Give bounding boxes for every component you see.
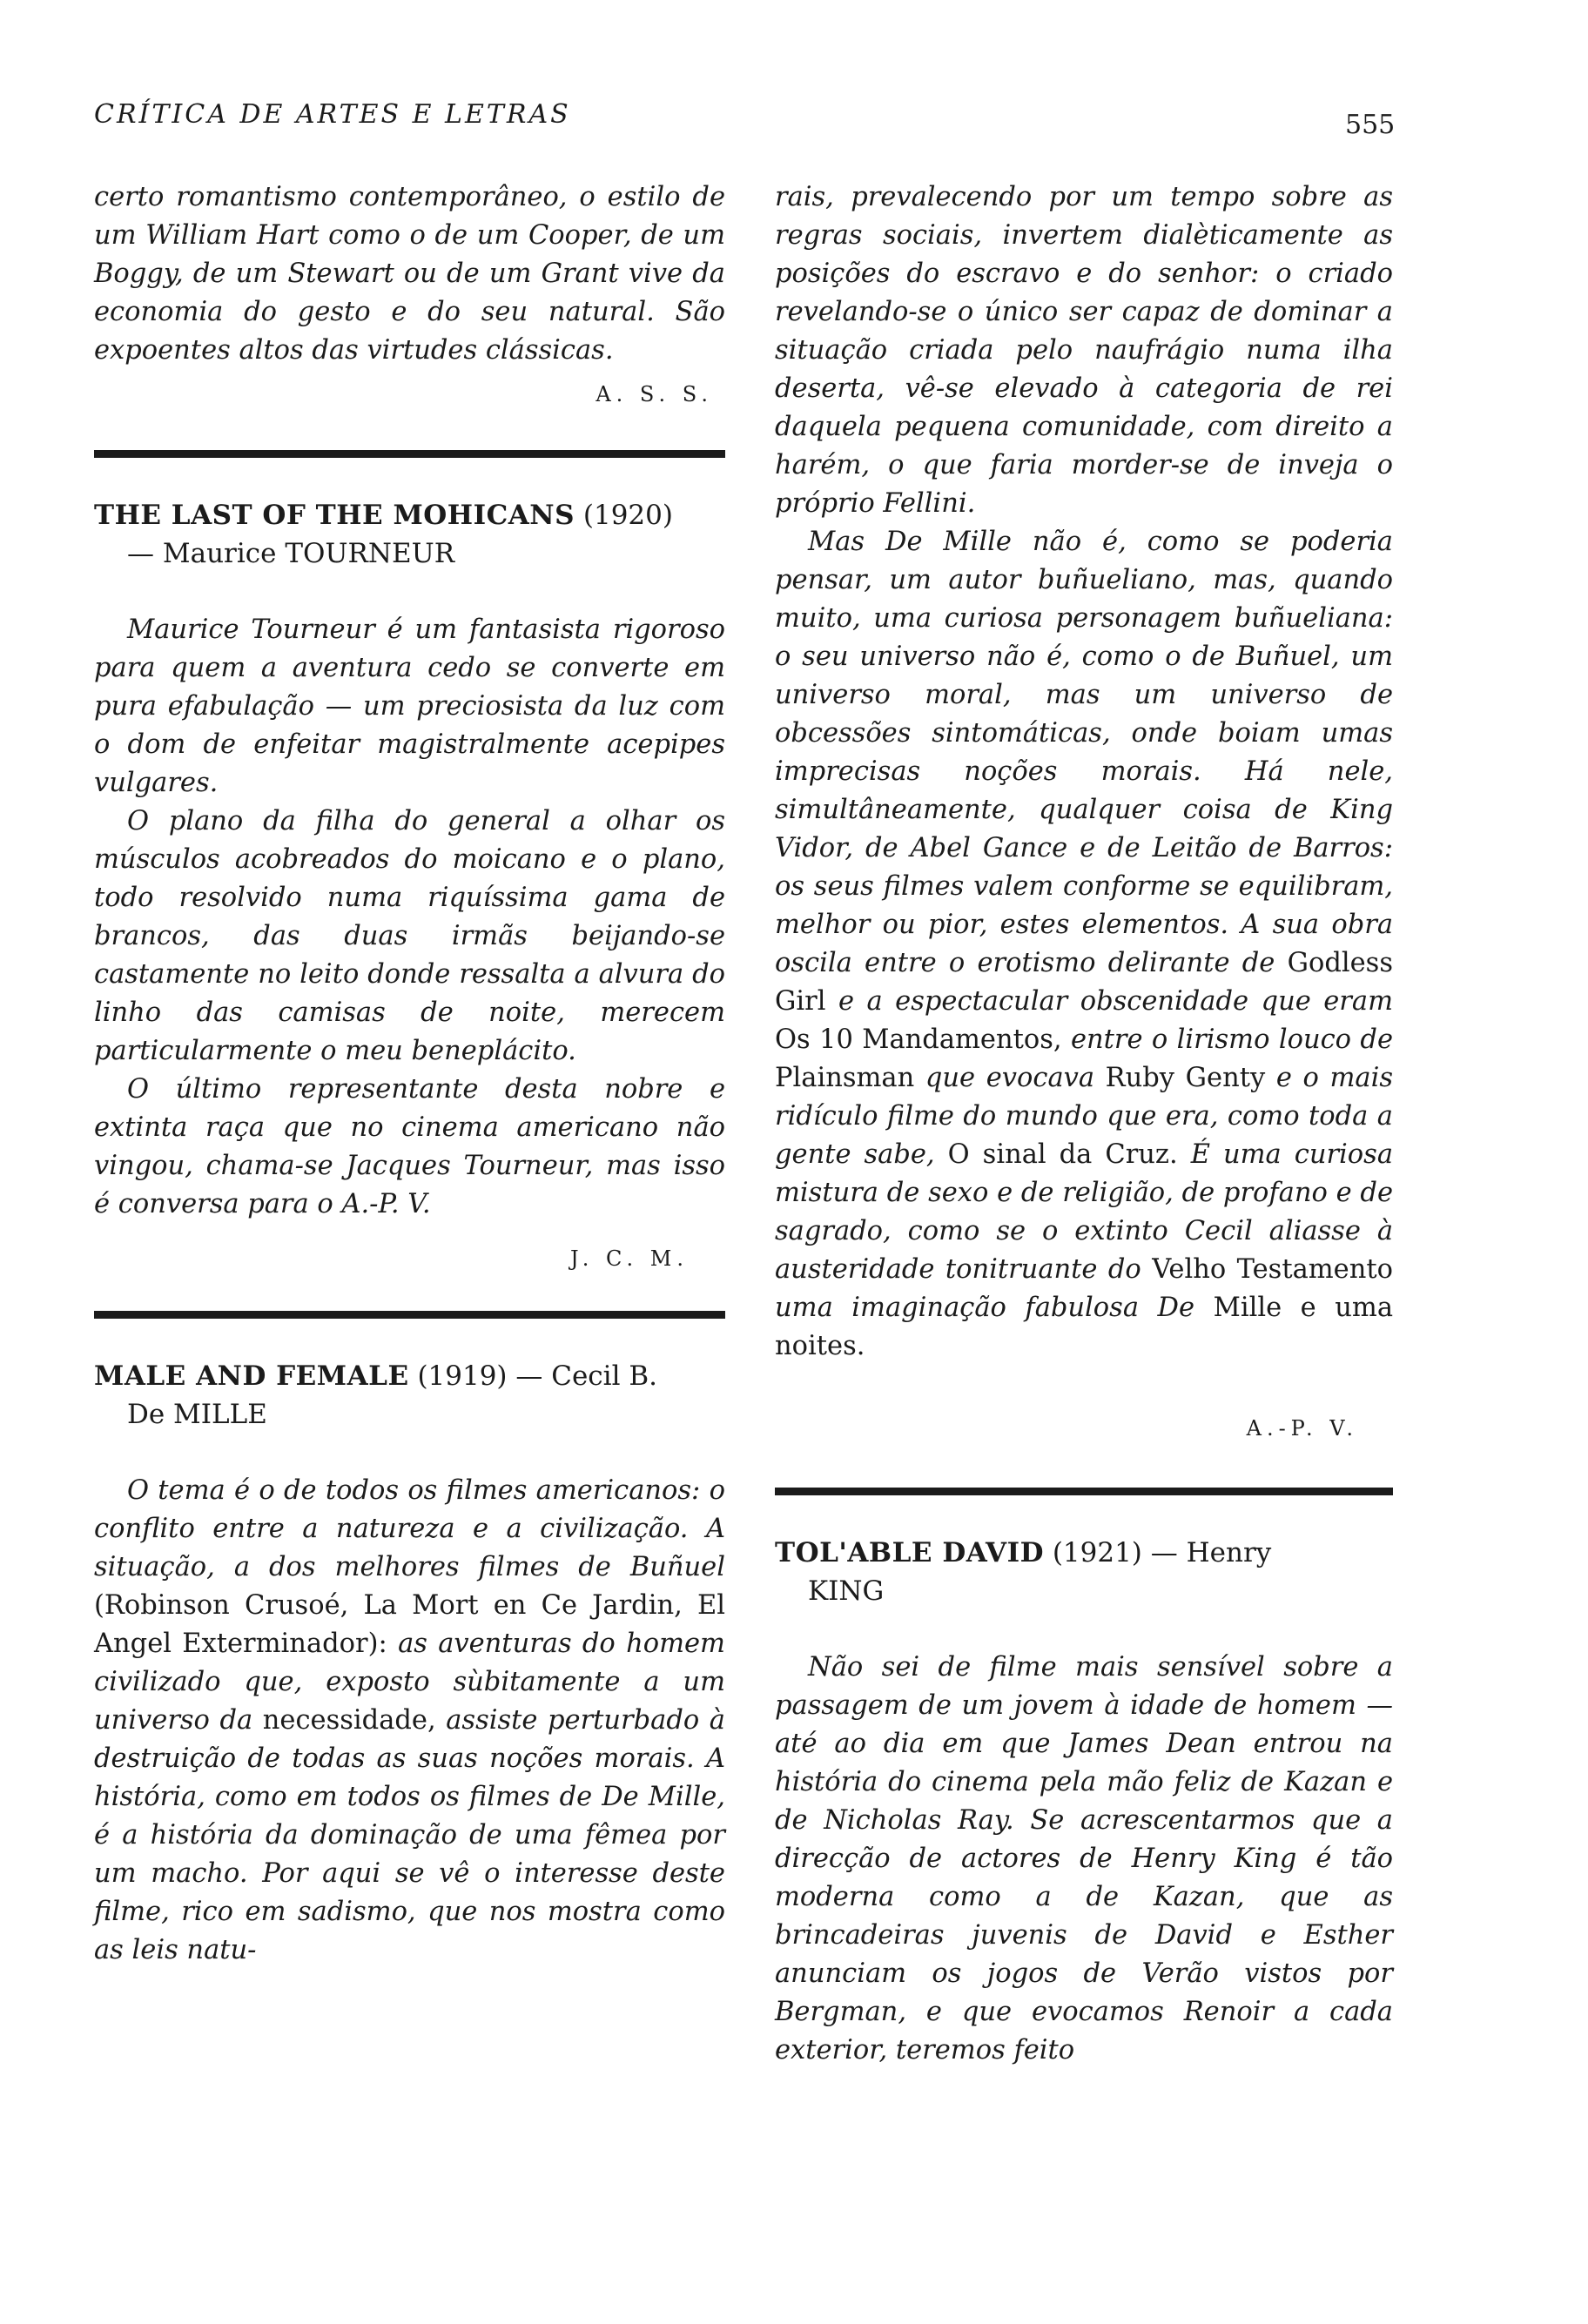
film-director: — Cecil B. — [515, 1360, 657, 1392]
film-director: — Henry — [1150, 1537, 1272, 1568]
review-paragraph-continued: rais, prevalecendo por um tempo sobre as regras sociais, invertem dialèticamente as posições do escravo e do senhor: o criado revelando-se o único ser capaz de dominar a situação criada pelo naufrágio numa ilha deserta, vê-se elevado à categoria de rei daquela pequena comunidade, com direito a harém, o que faria morder-se de inveja o próprio Fellini. — [775, 182, 1393, 519]
review-paragraph: Maurice Tourneur é um fantasista rigoroso para quem a aventura cedo se converte em pura efabulação — um preciosista da luz com o dom de enfeitar magistralmente acepipes vulgares. — [94, 615, 725, 798]
text-run: O tema é o de todos os filmes americanos: o conflito entre a natureza e a civilização. A situação, a dos melhores filmes de Buñuel — [94, 1475, 725, 1582]
text-run-upright: necessidade, — [262, 1705, 436, 1736]
film-year: (1919) — [417, 1360, 508, 1392]
text-run: É uma curiosa mistura de sexo e de religião, de profano e de sagrado, como se o extinto Cecil aliasse à austeridade tonitruante do — [775, 1139, 1393, 1285]
running-header: CRÍTICA DE ARTES E LETRAS — [94, 99, 571, 130]
section-divider — [775, 1488, 1393, 1495]
section-divider — [94, 1311, 725, 1319]
film-title: THE LAST OF THE MOHICANS — [94, 500, 575, 531]
film-director-line2: De MILLE — [127, 1399, 267, 1430]
intro-signature: A. S. S. — [596, 382, 713, 406]
review-paragraph: O último representante desta nobre e extinta raça que no cinema americano não vingou, chama-se Jacques Tourneur, mas isso é conversa para o A.-P. V. — [94, 1074, 725, 1219]
film-title-inline: Mille e uma noites. — [775, 1293, 1394, 1361]
text-run: que evocava — [925, 1063, 1095, 1093]
text-run: as aventuras do homem civilizado que, exposto sùbitamente a um universo da — [94, 1629, 725, 1736]
text-run: uma imaginação fabulosa De — [775, 1293, 1195, 1323]
intro-paragraph: certo romantismo contemporâneo, o estilo de um William Hart como o de um Cooper, de um Boggy, de um Stewart ou de um Grant vive da economia do gesto e do seu natural. São expoentes altos das virtudes clássicas. — [94, 182, 725, 366]
review-heading-male-female — [94, 1357, 725, 1434]
film-references: (Robinson Crusoé, La Mort en Ce Jardin, El Angel Exterminador): — [94, 1590, 725, 1659]
text-run: e a espectacular obscenidade que eram — [838, 986, 1393, 1017]
text-run-upright: Velho Testamento — [1152, 1254, 1393, 1285]
film-year: (1920) — [582, 500, 673, 531]
film-title: TOL'ABLE DAVID — [775, 1537, 1044, 1568]
film-director: — Maurice TOURNEUR — [127, 538, 455, 569]
film-title-inline: Godless Girl — [775, 948, 1393, 1017]
right-column — [775, 178, 1393, 2070]
review-paragraph: O plano da filha do general a olhar os músculos acobreados do moicano e o plano, todo resolvido numa riquíssima gama de brancos, das duas irmãs beijando-se castamente no leito donde ressalta a alvura do linho das camisas de noite, merecem particularmente o meu beneplácito. — [94, 806, 725, 1066]
review-paragraph: Não sei de filme mais sensível sobre a passagem de um jovem à idade de homem — até ao dia em que James Dean entrou na história do cinema pela mão feliz de Kazan e de Nicholas Ray. Se acrescentarmos que a direcção de actores de Henry King é tão moderna como a de Kazan, que as brincadeiras juvenis de David e Esther anunciam os jogos de Verão vistos por Bergman, e que evocamos Renoir a cada exterior, teremos feito — [775, 1652, 1393, 2065]
film-title-inline: O sinal da Cruz. — [947, 1139, 1178, 1170]
text-run: Mas De Mille não é, como se poderia pensar, um autor buñueliano, mas, quando muito, uma curiosa personagem buñueliana: o seu universo não é, como o de Buñuel, um universo moral, mas um universo de obcessões sintomáticas, onde boiam umas imprecisas noções morais. Há nele, simultâneamente, qualquer coisa de King Vidor, de Abel Gance e de Leitão de Barros: os seus filmes valem conforme se equilibram, melhor ou pior, estes elementos. A sua obra oscila entre o erotismo delirante de — [775, 527, 1393, 978]
film-title-inline: Plainsman — [775, 1063, 915, 1093]
film-title: MALE AND FEMALE — [94, 1360, 409, 1392]
review-heading-tolable-david — [775, 1534, 1393, 1610]
text-run: e o mais ridículo filme do mundo que era, como toda a gente sabe, — [775, 1063, 1393, 1170]
film-title-inline: Os 10 Mandamentos, — [775, 1024, 1062, 1055]
section-divider — [94, 450, 725, 458]
review-signature: J. C. M. — [570, 1246, 689, 1271]
review-paragraph — [94, 1472, 725, 1970]
film-year: (1921) — [1052, 1537, 1142, 1568]
review-signature: A.-P. V. — [1246, 1416, 1358, 1441]
film-director-line2: KING — [808, 1575, 885, 1607]
text-run: assiste perturbado à destruição de todas as suas noções morais. A história, como em todos os filmes de De Mille, é a história da dominação de uma fêmea por um macho. Por aqui se vê o interesse deste filme, rico em sadismo, que nos mostra como as leis natu- — [94, 1705, 725, 1965]
page-number: 555 — [1345, 110, 1396, 140]
film-title-inline: Ruby Genty — [1105, 1063, 1266, 1093]
review-paragraph — [775, 523, 1393, 1366]
left-column — [94, 178, 725, 1970]
text-run: entre o lirismo louco de — [1070, 1024, 1393, 1055]
review-heading-mohicans — [94, 496, 725, 573]
